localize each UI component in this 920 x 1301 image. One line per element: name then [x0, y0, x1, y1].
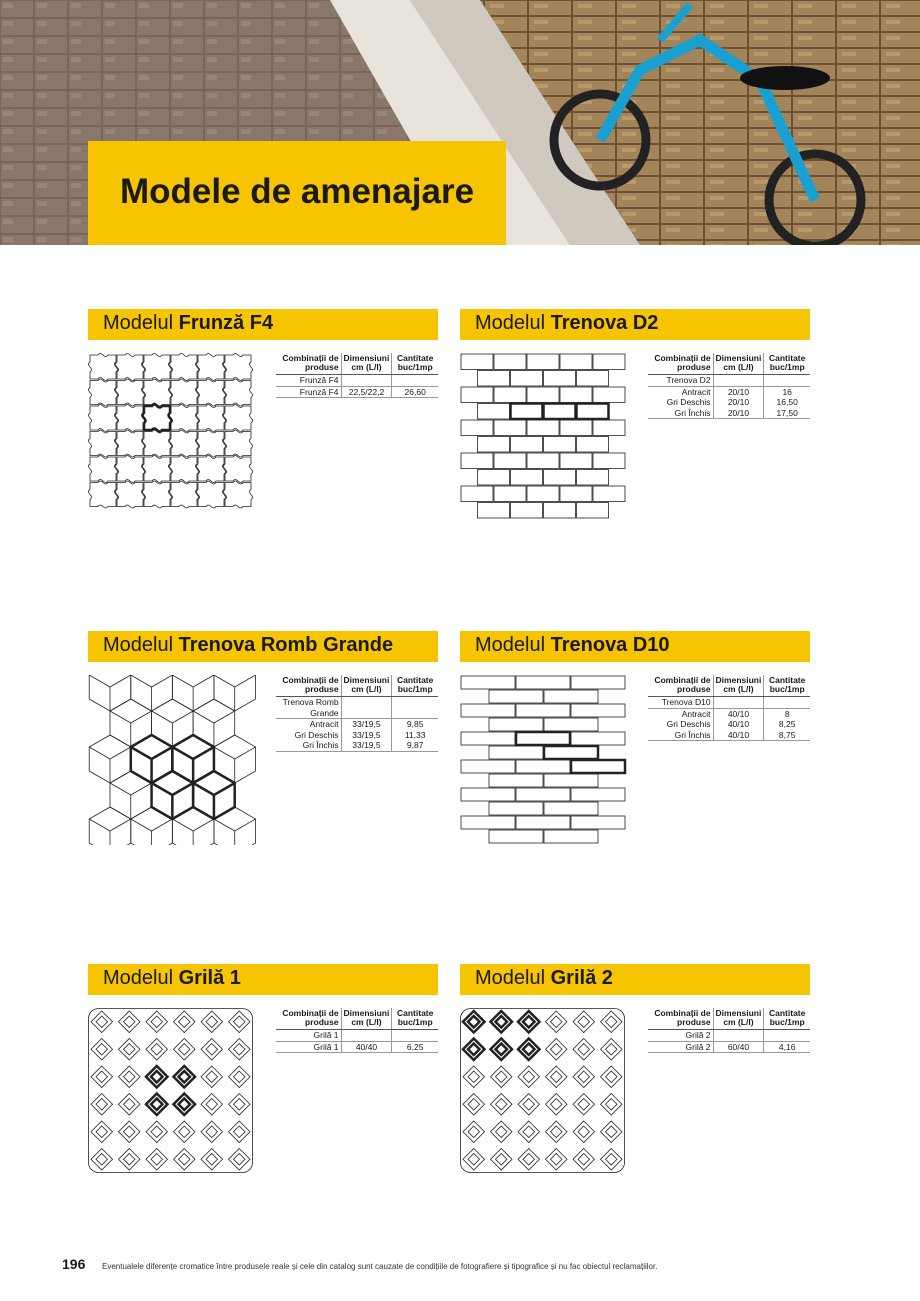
- table-header: Dimensiuni cm (L/l): [341, 1008, 392, 1030]
- section-header-bar: [88, 631, 438, 662]
- product-name-cell: Antracit: [681, 386, 711, 397]
- table-header: Dimensiuni cm (L/l): [713, 675, 764, 697]
- table-header: Combinații de produse: [648, 353, 713, 375]
- pattern-section: [88, 631, 438, 861]
- dimension-cell: 40/10: [713, 730, 764, 741]
- empty-cell: [341, 697, 392, 719]
- paving-pattern-drawing: [460, 1008, 630, 1178]
- dimension-cell: 60/40: [713, 1041, 764, 1053]
- table-row: [648, 397, 810, 408]
- spec-table: [276, 675, 438, 752]
- section-title-prefix: Modelul: [103, 312, 179, 334]
- table-header: Combinații de produse: [648, 1008, 713, 1030]
- paving-pattern-drawing: [88, 1008, 258, 1178]
- empty-cell: [392, 375, 438, 387]
- table-header: Combinații de produse: [276, 675, 341, 697]
- section-title-prefix: Modelul: [475, 967, 551, 989]
- product-name-cell: Antracit: [681, 708, 711, 719]
- empty-cell: [764, 1030, 810, 1042]
- paving-pattern-drawing: [88, 675, 258, 845]
- pattern-section: [460, 309, 810, 539]
- empty-cell: [713, 1030, 764, 1042]
- dimension-cell: 22,5/22,2: [341, 386, 392, 398]
- section-header-bar: [88, 964, 438, 995]
- table-header: Cantitate buc/1mp: [392, 675, 438, 697]
- section-title: [103, 312, 273, 335]
- table-row: [276, 740, 438, 751]
- table-row: [648, 1041, 810, 1053]
- table-row: [648, 730, 810, 741]
- quantity-cell: 17,50: [764, 408, 810, 419]
- product-name-cell: Gri Deschis: [666, 397, 711, 407]
- table-row: [648, 719, 810, 730]
- quantity-cell: 9,85: [406, 719, 424, 729]
- table-row: [276, 730, 438, 741]
- section-title: [103, 967, 241, 990]
- dimension-cell: 20/10: [713, 397, 764, 408]
- section-title-name: Trenova D10: [550, 634, 670, 656]
- empty-cell: [341, 375, 392, 387]
- product-group: Frunză F4: [276, 375, 341, 387]
- product-name-cell: Gri Deschis: [666, 719, 711, 729]
- quantity-cell: 26,60: [392, 386, 438, 398]
- product-group: Trenova Romb Grande: [276, 697, 341, 719]
- section-title-prefix: Modelul: [103, 967, 179, 989]
- page-title: Modele de amenajare: [120, 172, 475, 211]
- table-row: [648, 408, 810, 419]
- empty-cell: [713, 697, 764, 709]
- dimension-cell: 20/10: [713, 386, 764, 397]
- table-row: [276, 386, 438, 398]
- dimension-cell: 40/40: [341, 1041, 392, 1053]
- spec-table: [276, 1008, 438, 1053]
- section-title-prefix: Modelul: [475, 634, 551, 656]
- quantity-cell: 4,16: [764, 1041, 810, 1053]
- page-number: 196: [62, 1256, 86, 1272]
- product-group: Grilă 1: [276, 1030, 341, 1042]
- section-header-bar: [460, 309, 810, 340]
- table-row: [276, 719, 438, 730]
- product-name-cell: Gri Închis: [648, 730, 713, 741]
- product-group: Grilă 2: [648, 1030, 713, 1042]
- quantity-cell: 9,87: [392, 740, 438, 751]
- table-header: Cantitate buc/1mp: [764, 675, 810, 697]
- table-header: Dimensiuni cm (L/l): [713, 1008, 764, 1030]
- table-header: Cantitate buc/1mp: [392, 1008, 438, 1030]
- section-title-name: Grilă 2: [550, 967, 613, 989]
- section-title-name: Trenova D2: [550, 312, 659, 334]
- dimension-cell: 20/10: [713, 408, 764, 419]
- section-title: [103, 634, 393, 657]
- spec-table: [276, 353, 438, 398]
- dimension-cell: 33/19,5: [341, 740, 392, 751]
- spec-table: [648, 353, 810, 419]
- section-title: [475, 967, 613, 990]
- table-header: Dimensiuni cm (L/l): [341, 675, 392, 697]
- product-name-cell: Frunză F4: [276, 386, 341, 398]
- dimension-cell: 33/19,5: [341, 719, 392, 730]
- section-title-name: Grilă 1: [178, 967, 241, 989]
- paving-pattern-drawing: [460, 353, 630, 523]
- quantity-cell: 6,25: [392, 1041, 438, 1053]
- empty-cell: [341, 1030, 392, 1042]
- product-name-cell: Gri Închis: [648, 408, 713, 419]
- product-name-cell: Gri Închis: [276, 740, 341, 751]
- pattern-section: [88, 309, 438, 539]
- section-title: [475, 634, 670, 657]
- table-header: Dimensiuni cm (L/l): [713, 353, 764, 375]
- dimension-cell: 40/10: [713, 708, 764, 719]
- disclaimer-text: Eventualele diferențe cromatice între produsele reale și cele din catalog sunt cauzate de condițiile de fotografiere și tipografice și nu fac obiectul reclamațiilor.: [102, 1262, 658, 1271]
- dimension-cell: 40/10: [713, 719, 764, 730]
- section-title-prefix: Modelul: [103, 634, 179, 656]
- section-title: [475, 312, 658, 335]
- quantity-cell: 16: [782, 386, 792, 397]
- section-title-prefix: Modelul: [475, 312, 551, 334]
- empty-cell: [764, 697, 810, 709]
- section-title-name: Trenova Romb Grande: [178, 634, 394, 656]
- pattern-section: [460, 631, 810, 861]
- paving-pattern-drawing: [88, 353, 258, 523]
- product-name-cell: Grilă 2: [648, 1041, 713, 1053]
- empty-cell: [392, 1030, 438, 1042]
- product-name-cell: Gri Deschis: [294, 729, 339, 740]
- quantity-cell: 8,25: [778, 719, 796, 729]
- quantity-cell: 11,33: [404, 729, 426, 740]
- empty-cell: [392, 697, 438, 719]
- section-header-bar: [88, 309, 438, 340]
- section-header-bar: [460, 631, 810, 662]
- section-title-name: Frunză F4: [178, 312, 274, 334]
- spec-table: [648, 675, 810, 741]
- quantity-cell: 16,50: [776, 397, 798, 407]
- table-header: Cantitate buc/1mp: [392, 353, 438, 375]
- product-name-cell: Antracit: [309, 719, 339, 729]
- table-header: Cantitate buc/1mp: [764, 1008, 810, 1030]
- pattern-section: [88, 964, 438, 1194]
- pattern-section: [460, 964, 810, 1194]
- quantity-cell: 8,75: [764, 730, 810, 741]
- table-header: Cantitate buc/1mp: [764, 353, 810, 375]
- table-row: [648, 708, 810, 719]
- product-group: Trenova D10: [648, 697, 713, 709]
- table-header: Combinații de produse: [276, 1008, 341, 1030]
- dimension-cell: 33/19,5: [341, 730, 392, 741]
- empty-cell: [713, 375, 764, 387]
- product-group: Trenova D2: [648, 375, 713, 387]
- table-header: Combinații de produse: [276, 353, 341, 375]
- paving-pattern-drawing: [460, 675, 630, 845]
- section-header-bar: [460, 964, 810, 995]
- quantity-cell: 8: [784, 708, 790, 719]
- spec-table: [648, 1008, 810, 1053]
- table-header: Dimensiuni cm (L/l): [341, 353, 392, 375]
- product-name-cell: Grilă 1: [276, 1041, 341, 1053]
- table-row: [648, 386, 810, 397]
- table-header: Combinații de produse: [648, 675, 713, 697]
- table-row: [276, 1041, 438, 1053]
- empty-cell: [764, 375, 810, 387]
